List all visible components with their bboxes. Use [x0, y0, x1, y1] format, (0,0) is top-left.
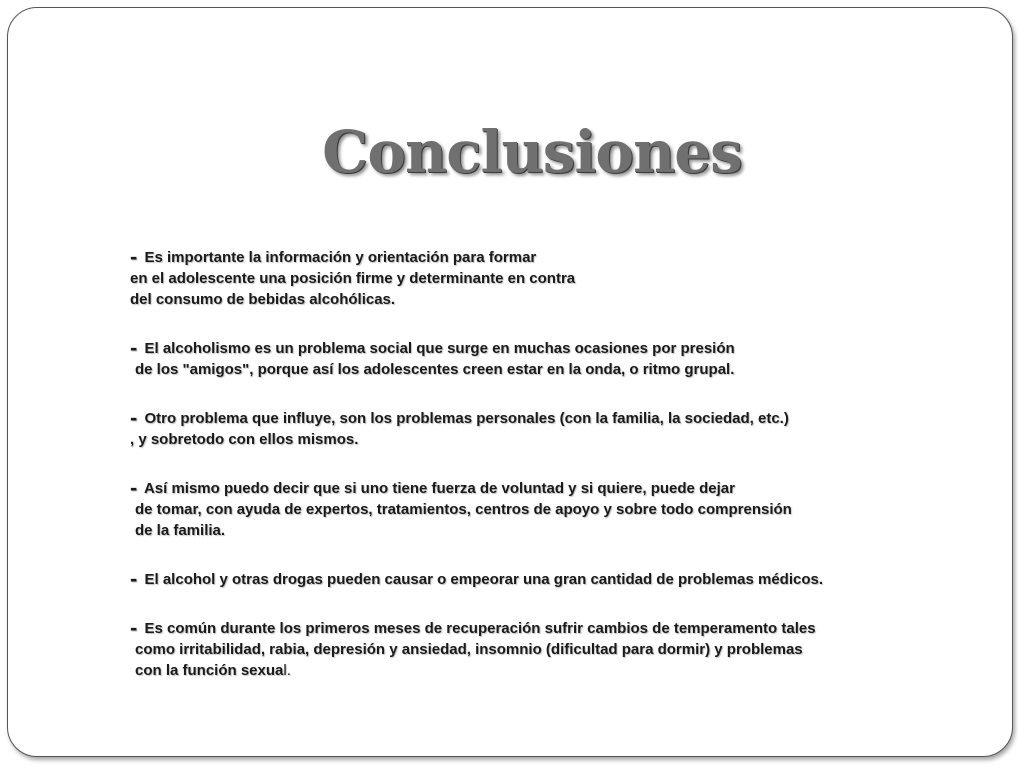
slide-title: Conclusiones [322, 118, 742, 186]
bullet-text: El alcohol y otras drogas pueden causar o empeorar una gran cantidad de problemas médicos. [144, 571, 824, 588]
bullet-dash: - [130, 615, 138, 640]
bullet-item [130, 477, 950, 541]
bullet-text: de los "amigos", porque así los adolescentes creen estar en la onda, o ritmo grupal. [135, 361, 735, 378]
bullet-text: El alcoholismo es un problema social que surge en muchas ocasiones por presión [144, 340, 735, 357]
bullet-text: con la función sexua [135, 662, 284, 679]
bullet-text-tail: l. [283, 662, 291, 679]
bullet-item [130, 407, 950, 450]
bullet-text: en el adolescente una posición firme y determinante en contra [130, 270, 576, 287]
bullet-item [130, 337, 950, 380]
bullet-item [130, 568, 950, 590]
bullet-text: Es importante la información y orientación para formar [144, 249, 537, 266]
bullet-dash: - [130, 244, 138, 269]
bullet-text: del consumo de bebidas alcohólicas. [130, 291, 396, 308]
bullet-text: como irritabilidad, rabia, depresión y ansiedad, insomnio (dificultad para dormir) y problemas [135, 641, 803, 658]
bullet-text: de la familia. [135, 522, 226, 539]
bullet-item [130, 617, 950, 681]
bullet-dash: - [130, 405, 138, 430]
bullet-dash: - [130, 475, 138, 500]
bullet-text: , y sobretodo con ellos mismos. [130, 431, 359, 448]
bullet-text: de tomar, con ayuda de expertos, tratamientos, centros de apoyo y sobre todo comprensión [135, 501, 792, 518]
bullet-item [130, 246, 950, 310]
bullet-text: Es común durante los primeros meses de recuperación sufrir cambios de temperamento tales [144, 620, 816, 637]
bullet-dash: - [130, 335, 138, 360]
bullet-list [130, 246, 950, 681]
bullet-text: Así mismo puedo decir que si uno tiene fuerza de voluntad y si quiere, puede dejar [143, 480, 735, 497]
bullet-dash: - [130, 566, 138, 591]
bullet-text: Otro problema que influye, son los problemas personales (con la familia, la sociedad, etc.) [144, 410, 789, 427]
